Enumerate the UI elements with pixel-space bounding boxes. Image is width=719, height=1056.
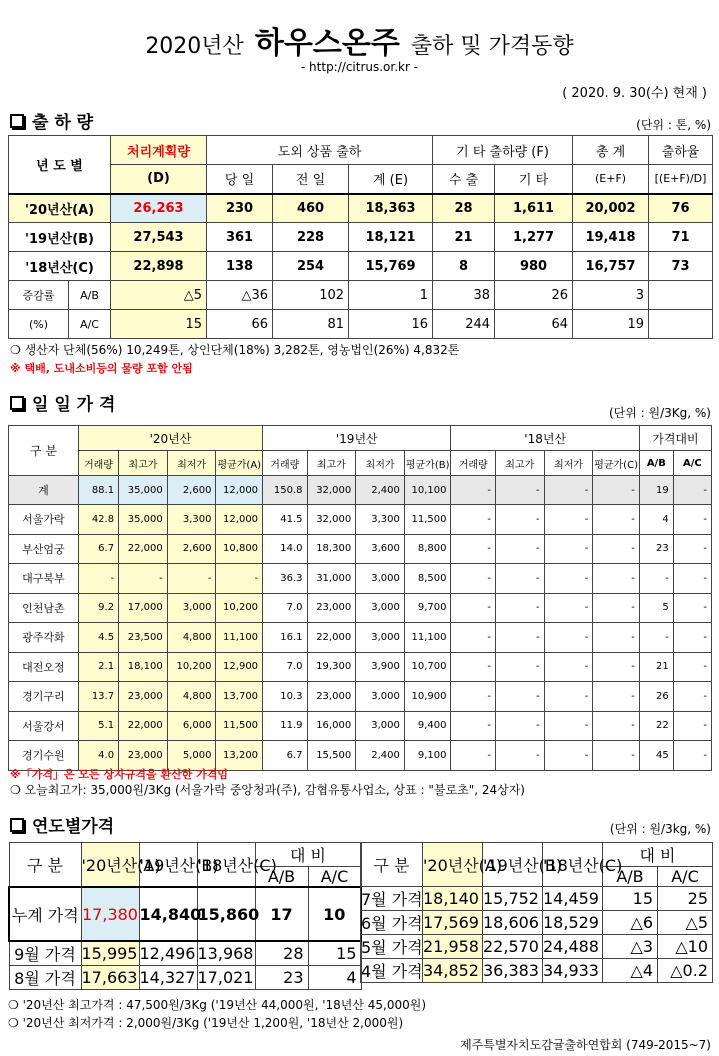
table-row: 대구북부 - - - - 36.3 31,000 3,000 8,500 - - - - - -: [9, 564, 712, 594]
table-row: 누계 가격 17,380 14,840 15,860 17 10: [9, 887, 361, 941]
table-row: 5월 가격 21,958 22,570 24,488 △3 △10: [361, 935, 713, 959]
table-row: 서울가락 42.8 35,000 3,300 12,000 41.5 32,000 3,300 11,500 - - - - 4 -: [9, 505, 712, 535]
table-row: 4월 가격 34,852 36,383 34,933 △4 △0.2: [361, 959, 713, 983]
table-row: 광주각화 4.5 23,500 4,800 11,100 16.1 22,000 3,000 11,100 - - - - - -: [9, 623, 712, 653]
yearly-note-2: ❍ '20년산 최저가격 : 2,000원/3Kg ('19년산 1,200원, '18년산 2,000원): [8, 1016, 404, 1030]
col-ef: (E+F): [573, 165, 649, 194]
section-daily-title: 일 일 가 격: [10, 390, 115, 415]
daily-note-2: ❍ 오늘최고가: 35,000원/3Kg (서울가락 중앙청과(주), 감협유통사업소, 상표 : "불로초", 24상자): [10, 783, 525, 797]
shipment-note-1: ❍ 생산자 단체(56%) 10,249톤, 상인단체(18%) 3,282톤, 영농법인(26%) 4,832톤: [10, 343, 460, 357]
table-row: 경기수원 4.0 23,000 5,000 13,200 6.7 15,500 2,400 9,100 - - - - 45 -: [9, 741, 712, 771]
col-year: 년 도 별: [9, 136, 111, 194]
table-row: '20년산(A) 26,263 230 460 18,363 28 1,611 20,002 76: [9, 194, 713, 223]
col-sum: 계 (E): [349, 165, 433, 194]
section-daily-unit: (단위 : 원/3Kg, %): [608, 406, 711, 420]
checkbox-icon: [10, 114, 24, 128]
yearly-note-1: ❍ '20년산 최고가격 : 47,500원/3Kg ('19년산 44,000원, '18년산 45,000원): [8, 998, 427, 1012]
col-prev: 전 일: [273, 165, 349, 194]
col-plan-d: (D): [111, 165, 207, 194]
col-day: 당 일: [207, 165, 273, 194]
table-row: 9월 가격 15,995 12,496 13,968 28 15: [9, 941, 361, 966]
section-yearly-unit: (단위 : 원/3kg, %): [609, 822, 711, 836]
section-yearly-title: 연도별가격: [10, 812, 114, 837]
shipment-table: [8, 135, 713, 339]
table-row: 6월 가격 17,569 18,606 18,529 △6 △5: [361, 911, 713, 935]
shipment-note-2: ※ 택배, 도내소비등의 물량 포함 안됨: [10, 362, 193, 375]
header-brand: 하우스온주: [254, 26, 400, 61]
table-row: 인천남촌 9.2 17,000 3,000 10,200 7.0 23,000 3,000 9,700 - - - - 5 -: [9, 593, 712, 623]
col-gu: 구 분: [9, 426, 79, 476]
col-export: 수 출: [433, 165, 495, 194]
yearly-price-table-left: 구 분 '20년산(A) '19년산(B) '18년산(C) 대 비 A/B A/C 누계 가격 17,380 14,840 15,860 17 10 9월 가격 15,995 12,496 13,968 28 15 8월 가격 17,663 14,327 17,021 23 4: [8, 842, 362, 990]
col-other: 기 타: [495, 165, 573, 194]
col-plan: 처리계획량: [111, 136, 207, 165]
table-row: 부산엄궁 6.7 22,000 2,600 10,800 14.0 18,300 3,600 8,800 - - - - 23 -: [9, 534, 712, 564]
col-domestic: 도외 상품 출하: [207, 136, 433, 165]
col-rf: [(E+F)/D]: [649, 165, 713, 194]
page-header: [0, 18, 719, 62]
col-rate: 출하율: [649, 136, 713, 165]
header-url[interactable]: - http://citrus.or.kr -: [300, 60, 419, 74]
table-row: '19년산(B) 27,543 361 228 18,121 21 1,277 19,418 71: [9, 223, 713, 252]
table-row: 서울강서 5.1 22,000 6,000 11,500 11.9 16,000 3,000 9,400 - - - - 22 -: [9, 711, 712, 741]
table-row: 증감률 A/B △5 △36 102 1 38 26 3: [9, 281, 713, 310]
header-year: 2020년산: [145, 34, 244, 59]
table-row: 7월 가격 18,140 15,752 14,459 15 25: [361, 887, 713, 911]
table-row: 대전오정 2.1 18,100 10,200 12,900 7.0 19,300 3,900 10,700 - - - - 21 -: [9, 652, 712, 682]
table-row: 경기구리 13.7 23,000 4,800 13,700 10.3 23,000 3,000 10,900 - - - - 26 -: [9, 682, 712, 712]
daily-price-table: 구 분 '20년산 '19년산 '18년산 가격대비 거래량 최고가 최저가 평균가(A) 거래량 최고가 최저가 평균가(B) 거래량 최고가 최저가 평균가(C) A/B A/C 계 88.1 35,000 2,600 12,000 150.8 32,000 2,400 10,100 - - - - 19 - 서울가락 42.8 35,000 3,300 12,000 41.5 32,000 3,300 11,500 - - - - 4 - 부산엄궁 6.7 22,000 2,600 10,800 14.0 18,300 3,600 8,800 - - - - 23 - 대구북부 - - - - 36.3 31,000 3,000 8,500 - - - - - - 인천남촌 9.2 17,000 3,000 10,200 7.0 23,000 3,000 9,700 - - - - 5 - 광주각화 4.5 23,500 4,800 11,100 16.1 22,000 3,000 11,100 - - - - - - 대전오정 2.1 18,100 10,200 12,900 7.0 19,300 3,900 10,700 - - - - 21 - 경기구리 13.7 23,000 4,800 13,700 10.3 23,000 3,000 10,900 - - - - 26 - 서울강서 5.1 22,000 6,000 11,500 11.9 16,000 3,000 9,400 - - - - 22 - 경기수원 4.0 23,000 5,000 13,200 6.7 15,500 2,400 9,100 - - - - 45 -: [8, 425, 712, 771]
header-subtitle: 출하 및 가격동향: [410, 34, 574, 59]
daily-note-1: ※「가격」은 모든 상자규격을 환산한 가격임: [10, 768, 229, 781]
section-shipment-title: 출 하 량: [10, 108, 93, 133]
yearly-price-table-right: 구 분 '20년산(A) '19년산(B) '18년산(C) 대 비 A/B A/C 7월 가격 18,140 15,752 14,459 15 25 6월 가격 17,569 18,606 18,529 △6 △5 5월 가격 21,958 22,570 24,488 △3 △10 4월 가격 34,852 36,383 34,933 △4 △0.2: [360, 842, 713, 983]
section-shipment-unit: (단위 : 톤, %): [636, 118, 711, 132]
header-date: ( 2020. 9. 30(수) 현재 ): [562, 86, 707, 101]
table-row: '18년산(C) 22,898 138 254 15,769 8 980 16,757 73: [9, 252, 713, 281]
checkbox-icon: [10, 818, 24, 832]
footer-org: 제주특별자치도감귤출하연합회 (749-2015~7): [460, 1038, 711, 1052]
col-total: 총 계: [573, 136, 649, 165]
table-row: 계 88.1 35,000 2,600 12,000 150.8 32,000 2,400 10,100 - - - - 19 -: [9, 476, 712, 505]
checkbox-icon: [10, 396, 24, 410]
table-row: 8월 가격 17,663 14,327 17,021 23 4: [9, 966, 361, 990]
col-etc: 기 타 출하량 (F): [433, 136, 573, 165]
table-row: (%) A/C 15 66 81 16 244 64 19: [9, 310, 713, 339]
